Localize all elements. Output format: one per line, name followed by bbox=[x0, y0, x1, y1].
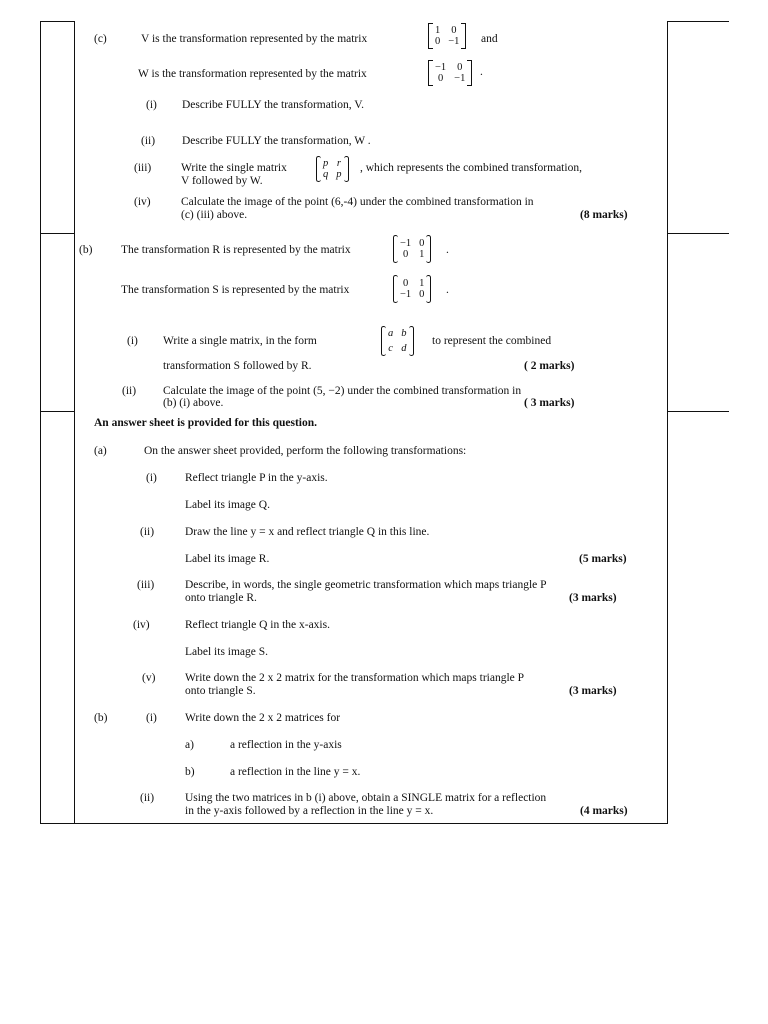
s2-item-ii-line2: (b) (i) above. bbox=[163, 397, 224, 409]
divider-1-right bbox=[667, 233, 729, 234]
section1-line1: V is the transformation represented by the matrix bbox=[141, 33, 368, 45]
frame-right-line bbox=[667, 21, 668, 824]
matrix-s: 0 1 −1 0 bbox=[393, 275, 431, 303]
s1-item-i-text: Describe FULLY the transformation, V. bbox=[182, 99, 364, 111]
s1-item-ii-num: (ii) bbox=[141, 135, 156, 147]
s2-item-i-text-pre: Write a single matrix, in the form bbox=[163, 335, 317, 347]
section1-line1-and: and bbox=[481, 33, 498, 45]
s2-item-i-line2: transformation S followed by R. bbox=[163, 360, 312, 372]
s3-part-b-i-text: Write down the 2 x 2 matrices for bbox=[185, 712, 341, 724]
section2-line1-period: . bbox=[446, 244, 449, 256]
s1-item-i-num: (i) bbox=[146, 99, 157, 111]
s3-part-b-ii-num: (ii) bbox=[140, 792, 155, 804]
section1-label: (c) bbox=[94, 33, 107, 45]
s2-item-ii-num: (ii) bbox=[122, 385, 137, 397]
s2-item-i-text-post: to represent the combined bbox=[432, 335, 552, 347]
s1-item-iii-text-post: , which represents the combined transformation, bbox=[360, 162, 582, 174]
frame-left-inner-line bbox=[74, 21, 75, 824]
s3-item-iv-num: (iv) bbox=[133, 619, 150, 631]
s2-item-i-num: (i) bbox=[127, 335, 138, 347]
s3-item-ii-line1: Draw the line y = x and reflect triangle Q in this line. bbox=[185, 526, 430, 538]
s3-part-b-label: (b) bbox=[94, 712, 108, 724]
s3-item-i-num: (i) bbox=[146, 472, 157, 484]
s3-part-b-b-text: a reflection in the line y = x. bbox=[230, 766, 361, 778]
s3-item-iv-line2: Label its image S. bbox=[185, 646, 269, 658]
section2-label: (b) bbox=[79, 244, 93, 256]
s2-item-i-marks: ( 2 marks) bbox=[524, 360, 575, 372]
s1-item-ii-text: Describe FULLY the transformation, W . bbox=[182, 135, 371, 147]
section2-line2: The transformation S is represented by the matrix bbox=[121, 284, 350, 296]
s3-item-ii-marks: (5 marks) bbox=[579, 553, 627, 565]
s2-item-ii-text: Calculate the image of the point (5, −2) under the combined transformation in bbox=[163, 385, 522, 397]
s3-item-v-num: (v) bbox=[142, 672, 156, 684]
frame-top-left-line bbox=[40, 21, 75, 22]
s1-item-iii-num: (iii) bbox=[134, 162, 152, 174]
s1-item-iii-text-pre: Write the single matrix bbox=[181, 162, 287, 174]
matrix-w: −1 0 0 −1 bbox=[428, 60, 472, 86]
s3-item-v-line1: Write down the 2 x 2 matrix for the transformation which maps triangle P bbox=[185, 672, 525, 684]
section2-line1: The transformation R is represented by the matrix bbox=[121, 244, 351, 256]
matrix-r: −1 0 0 1 bbox=[393, 235, 431, 263]
divider-1-left bbox=[40, 233, 75, 234]
s3-item-ii-num: (ii) bbox=[140, 526, 155, 538]
s3-item-iii-num: (iii) bbox=[137, 579, 155, 591]
s1-item-iii-line2: V followed by W. bbox=[181, 175, 263, 187]
s3-item-i-line1: Reflect triangle P in the y-axis. bbox=[185, 472, 328, 484]
divider-2-left bbox=[40, 411, 75, 412]
s3-part-a-label: (a) bbox=[94, 445, 107, 457]
s3-item-iii-line2: onto triangle R. bbox=[185, 592, 257, 604]
s2-item-ii-marks: ( 3 marks) bbox=[524, 397, 575, 409]
s1-item-iv-line2: (c) (iii) above. bbox=[181, 209, 248, 221]
section1-line2: W is the transformation represented by the matrix bbox=[138, 68, 367, 80]
s3-part-b-a-text: a reflection in the y-axis bbox=[230, 739, 342, 751]
s3-item-iii-marks: (3 marks) bbox=[569, 592, 617, 604]
s3-part-b-b-label: b) bbox=[185, 766, 195, 778]
s3-part-b-ii-line2: in the y-axis followed by a reflection in the line y = x. bbox=[185, 805, 434, 817]
frame-top-right-line bbox=[667, 21, 729, 22]
divider-2-right bbox=[667, 411, 729, 412]
s3-part-b-a-label: a) bbox=[185, 739, 194, 751]
s3-part-a-intro: On the answer sheet provided, perform the following transformations: bbox=[144, 445, 467, 457]
s3-item-i-line2: Label its image Q. bbox=[185, 499, 270, 511]
s3-part-b-ii-line1: Using the two matrices in b (i) above, obtain a SINGLE matrix for a reflection bbox=[185, 792, 547, 804]
s1-item-iv-text: Calculate the image of the point (6,-4) under the combined transformation in bbox=[181, 196, 534, 208]
frame-bottom-line bbox=[40, 823, 668, 824]
s3-item-ii-line2: Label its image R. bbox=[185, 553, 270, 565]
section1-line2-period: . bbox=[480, 66, 483, 78]
frame-left-outer-line bbox=[40, 21, 41, 824]
s3-item-iii-line1: Describe, in words, the single geometric transformation which maps triangle P bbox=[185, 579, 547, 591]
s1-item-iv-marks: (8 marks) bbox=[580, 209, 628, 221]
matrix-v: 1 0 0 −1 bbox=[428, 23, 466, 49]
section2-line2-period: . bbox=[446, 284, 449, 296]
matrix-ab: a b c d bbox=[381, 326, 414, 356]
s3-item-iv-line1: Reflect triangle Q in the x-axis. bbox=[185, 619, 330, 631]
section3-heading: An answer sheet is provided for this question. bbox=[94, 417, 318, 429]
s3-item-v-line2: onto triangle S. bbox=[185, 685, 256, 697]
s3-part-b-ii-marks: (4 marks) bbox=[580, 805, 628, 817]
matrix-pq: p r q p bbox=[316, 156, 349, 182]
s3-item-v-marks: (3 marks) bbox=[569, 685, 617, 697]
s3-part-b-i-num: (i) bbox=[146, 712, 157, 724]
s1-item-iv-num: (iv) bbox=[134, 196, 151, 208]
